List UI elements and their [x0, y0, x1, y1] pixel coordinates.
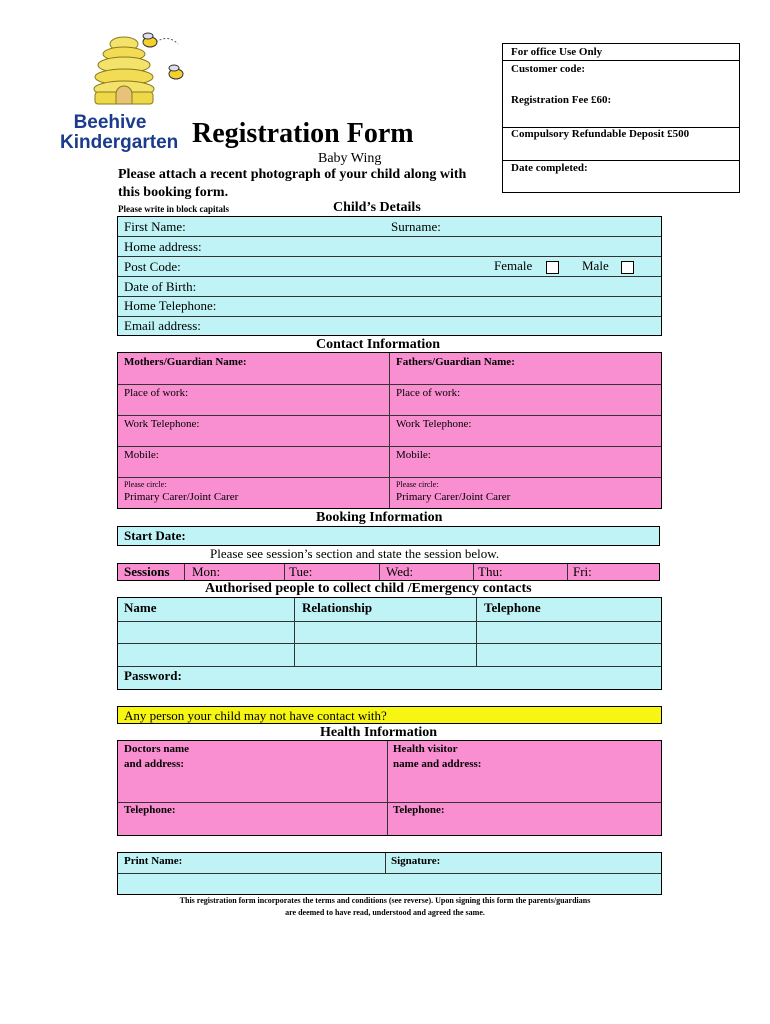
- logo-line1: Beehive: [73, 112, 147, 133]
- email-label: Email address:: [124, 318, 201, 333]
- session-thu[interactable]: Thu:: [478, 564, 503, 579]
- contact-box: [117, 352, 662, 509]
- registration-fee-label: Registration Fee £60:: [511, 94, 612, 106]
- mother-carer-option[interactable]: Primary Carer/Joint Carer: [124, 491, 239, 503]
- logo-line2: Kindergarten: [60, 132, 179, 153]
- col-telephone: Telephone: [484, 600, 541, 615]
- father-work-telephone-label: Work Telephone:: [396, 418, 472, 430]
- mother-name-label: Mothers/Guardian Name:: [124, 356, 247, 368]
- start-date-label: Start Date:: [124, 528, 186, 543]
- father-name-label: Fathers/Guardian Name:: [396, 356, 515, 368]
- footer-line1: This registration form incorporates the terms and conditions (see reverse). Upon signing this form the parents/guardians: [179, 896, 591, 905]
- session-tue[interactable]: Tue:: [289, 564, 313, 579]
- no-contact-field[interactable]: [117, 706, 662, 724]
- logo: [60, 28, 192, 154]
- office-heading: For office Use Only: [511, 46, 603, 58]
- mother-please-circle: Please circle:: [124, 480, 167, 489]
- male-option[interactable]: [582, 258, 634, 274]
- father-please-circle: Please circle:: [396, 480, 439, 489]
- child-details-heading: Child’s Details: [333, 200, 421, 215]
- mother-work-label: Place of work:: [124, 387, 189, 399]
- visitor-label-line1: Health visitor: [393, 743, 458, 755]
- photo-note: Please attach a recent photograph of your child along with this booking form.: [118, 167, 467, 200]
- father-carer-option[interactable]: Primary Carer/Joint Carer: [396, 491, 511, 503]
- session-note: Please see session’s section and state the session below.: [210, 546, 500, 561]
- footer-line2: are deemed to have read, understood and agreed the same.: [285, 908, 485, 917]
- post-code-label: Post Code:: [124, 259, 181, 274]
- female-option[interactable]: [494, 258, 559, 274]
- no-contact-label: Any person your child may not have contact with?: [124, 708, 387, 723]
- session-mon[interactable]: Mon:: [192, 564, 221, 579]
- date-completed-label: Date completed:: [511, 162, 588, 174]
- female-label: Female: [494, 258, 533, 273]
- father-work-label: Place of work:: [396, 387, 461, 399]
- booking-heading: Booking Information: [316, 510, 443, 525]
- female-checkbox[interactable]: [546, 261, 559, 274]
- dob-label: Date of Birth:: [124, 279, 197, 294]
- surname-label: Surname:: [391, 219, 441, 234]
- signoff-box: [117, 852, 662, 895]
- session-fri[interactable]: Fri:: [573, 564, 592, 579]
- doctor-label-line1: Doctors name: [124, 743, 190, 755]
- male-label: Male: [582, 258, 609, 273]
- session-wed[interactable]: Wed:: [386, 564, 414, 579]
- father-mobile-label: Mobile:: [396, 449, 431, 461]
- authorised-table: [117, 597, 662, 690]
- health-box: [117, 740, 662, 836]
- sessions-row: [117, 563, 660, 581]
- page-title: Registration Form: [192, 118, 414, 149]
- doctor-label-line2: and address:: [124, 758, 185, 770]
- mother-work-telephone-label: Work Telephone:: [124, 418, 200, 430]
- col-relationship: Relationship: [302, 600, 373, 615]
- beehive-icon: [64, 28, 192, 112]
- health-heading: Health Information: [320, 725, 438, 740]
- visitor-label-line2: name and address:: [393, 758, 482, 770]
- col-name: Name: [124, 600, 157, 615]
- deposit-label: Compulsory Refundable Deposit £500: [511, 128, 690, 140]
- start-date-field[interactable]: [117, 526, 660, 546]
- first-name-label: First Name:: [124, 219, 186, 234]
- office-box: [502, 43, 740, 193]
- contact-heading: Contact Information: [316, 337, 441, 352]
- password-label: Password:: [124, 668, 182, 683]
- block-caps-note: Please write in block capitals: [118, 204, 229, 214]
- customer-code-label: Customer code:: [511, 63, 586, 75]
- male-checkbox[interactable]: [621, 261, 634, 274]
- authorised-heading: Authorised people to collect child /Emergency contacts: [205, 581, 532, 596]
- visitor-telephone-label: Telephone:: [393, 804, 445, 816]
- doctor-telephone-label: Telephone:: [124, 804, 176, 816]
- home-address-label: Home address:: [124, 239, 202, 254]
- home-telephone-label: Home Telephone:: [124, 298, 217, 313]
- mother-mobile-label: Mobile:: [124, 449, 159, 461]
- subtitle: Baby Wing: [318, 151, 382, 166]
- sessions-label: Sessions: [124, 564, 170, 579]
- print-name-label: Print Name:: [124, 855, 183, 867]
- signature-label: Signature:: [391, 855, 441, 867]
- child-details-box: [117, 216, 662, 336]
